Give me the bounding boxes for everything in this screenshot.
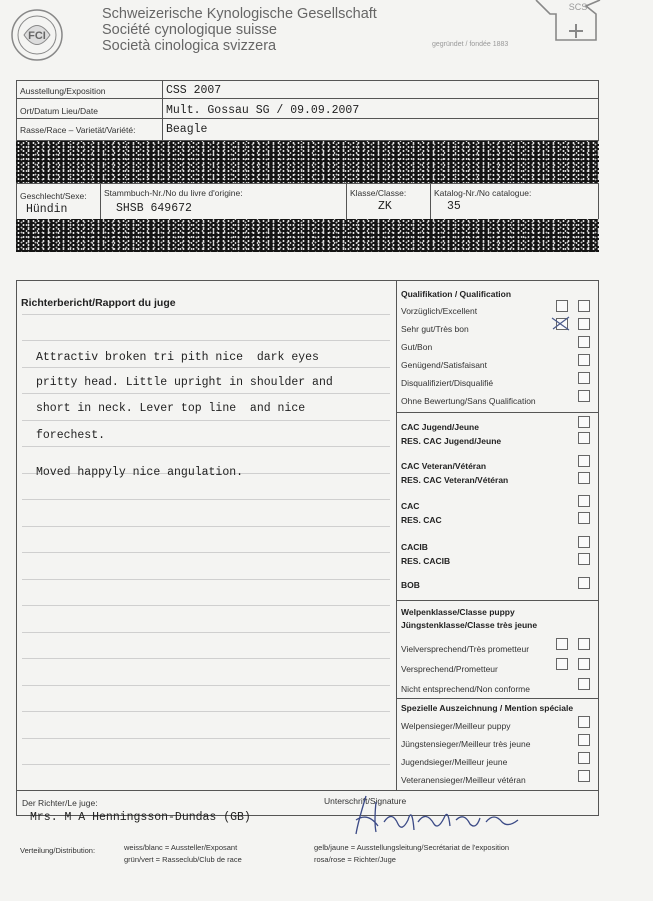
qualification-item: Ohne Bewertung/Sans Qualification <box>401 396 536 406</box>
very-good-right-checkbox[interactable] <box>578 318 590 330</box>
puppy-item: Nicht entsprechend/Non conforme <box>401 684 530 694</box>
baby-class-title: Jüngstenklasse/Classe très jeune <box>401 620 538 630</box>
excellent-right-checkbox[interactable] <box>578 300 590 312</box>
studbook-value: SHSB 649672 <box>116 202 192 215</box>
scs-logo-text: SCS <box>568 2 588 12</box>
breed-label: Rasse/Race – Varietät/Variété: <box>20 125 136 135</box>
place-date-label: Ort/Datum Lieu/Date <box>20 106 98 116</box>
award-res-cac-veteran: RES. CAC Veteran/Vétéran <box>401 475 509 485</box>
best-veteran-checkbox[interactable] <box>578 770 590 782</box>
res-cacib-checkbox[interactable] <box>578 553 590 565</box>
catalog-value: 35 <box>447 200 461 213</box>
very-good-left-checkbox[interactable] <box>556 318 568 330</box>
studbook-label: Stammbuch-Nr./No du livre d'origine: <box>104 188 243 198</box>
breed-value: Beagle <box>166 123 208 136</box>
org-name-fr: Société cynologique suisse <box>102 22 277 38</box>
good-checkbox[interactable] <box>578 336 590 348</box>
judge-name: Mrs. M A Henningsson-Dundas (GB) <box>30 811 251 824</box>
fci-logo <box>10 8 64 62</box>
report-line: Attractiv broken tri pith nice dark eyes <box>36 351 319 364</box>
judge-label: Der Richter/Le juge: <box>22 798 98 808</box>
distribution-green: grün/vert = Rasseclub/Club de race <box>124 855 242 864</box>
class-value: ZK <box>378 200 392 213</box>
distribution-white: weiss/blanc = Aussteller/Exposant <box>124 843 238 852</box>
checkmark-x-icon <box>554 317 566 329</box>
qualification-item: Disqualifiziert/Disqualifié <box>401 378 494 388</box>
sex-value: Hündin <box>26 203 68 216</box>
award-cac: CAC <box>401 501 420 511</box>
signature-label: Unterschrift/Signature <box>324 796 407 806</box>
place-date-value: Mult. Gossau SG / 09.09.2007 <box>166 104 360 117</box>
puppy-item: Versprechend/Prometteur <box>401 664 498 674</box>
excellent-left-checkbox[interactable] <box>556 300 568 312</box>
award-res-cacib: RES. CACIB <box>401 556 451 566</box>
cacib-checkbox[interactable] <box>578 536 590 548</box>
report-line: short in neck. Lever top line and nice <box>36 402 306 415</box>
special-item: Welpensieger/Meilleur puppy <box>401 721 511 731</box>
puppy-class-title: Welpenklasse/Classe puppy <box>401 607 515 617</box>
puppy-item: Vielversprechend/Très prometteur <box>401 644 530 654</box>
award-cac-veteran: CAC Veteran/Vétéran <box>401 461 487 471</box>
qualification-item: Vorzüglich/Excellent <box>401 306 478 316</box>
class-label: Klasse/Classe: <box>350 188 407 198</box>
special-item: Veteranensieger/Meilleur vétéran <box>401 775 526 785</box>
org-name-de: Schweizerische Kynologische Gesellschaft <box>102 6 377 22</box>
award-res-cac-jeune: RES. CAC Jugend/Jeune <box>401 436 502 446</box>
distribution-label: Verteilung/Distribution: <box>20 846 96 855</box>
report-title: Richterbericht/Rapport du juge <box>21 297 176 309</box>
sex-label: Geschlecht/Sexe: <box>20 191 87 201</box>
report-line: forechest. <box>36 429 106 442</box>
scs-logo <box>534 0 604 52</box>
cac-jeune-checkbox[interactable] <box>578 416 590 428</box>
res-cac-checkbox[interactable] <box>578 512 590 524</box>
founded-note: gegründet / fondée 1883 <box>432 41 509 48</box>
special-item: Jüngstensieger/Meilleur très jeune <box>401 739 531 749</box>
best-puppy-checkbox[interactable] <box>578 716 590 728</box>
org-name-it: Società cinologica svizzera <box>102 38 277 54</box>
special-item: Jugendsieger/Meilleur jeune <box>401 757 508 767</box>
redacted-breeder-band <box>16 219 599 252</box>
report-line: pritty head. Little upright in shoulder and <box>36 376 333 389</box>
satisfactory-checkbox[interactable] <box>578 354 590 366</box>
qualification-title: Qualifikation / Qualification <box>401 289 512 299</box>
distribution-pink: rosa/rose = Richter/Juge <box>314 855 396 864</box>
not-conform-checkbox[interactable] <box>578 678 590 690</box>
catalog-label: Katalog-Nr./No catalogue: <box>434 188 532 198</box>
exhibition-label: Ausstellung/Exposition <box>20 86 106 96</box>
very-promising-left-checkbox[interactable] <box>556 638 568 650</box>
judge-signature <box>352 792 528 840</box>
award-res-cac: RES. CAC <box>401 515 442 525</box>
very-promising-right-checkbox[interactable] <box>578 638 590 650</box>
disqualified-checkbox[interactable] <box>578 372 590 384</box>
promising-right-checkbox[interactable] <box>578 658 590 670</box>
no-qualification-checkbox[interactable] <box>578 390 590 402</box>
redacted-owner-band <box>16 141 599 183</box>
bob-checkbox[interactable] <box>578 577 590 589</box>
distribution-yellow: gelb/jaune = Ausstellungsleitung/Secrétariat de l'exposition <box>314 843 510 852</box>
qualification-item: Gut/Bon <box>401 342 433 352</box>
res-cac-veteran-checkbox[interactable] <box>578 472 590 484</box>
cac-veteran-checkbox[interactable] <box>578 455 590 467</box>
award-cac-jeune: CAC Jugend/Jeune <box>401 422 479 432</box>
exhibition-value: CSS 2007 <box>166 84 222 97</box>
best-baby-checkbox[interactable] <box>578 734 590 746</box>
qualification-item: Genügend/Satisfaisant <box>401 360 488 370</box>
special-mention-title: Spezielle Auszeichnung / Mention spéciale <box>401 703 574 713</box>
best-junior-checkbox[interactable] <box>578 752 590 764</box>
award-bob: BOB <box>401 580 420 590</box>
cac-checkbox[interactable] <box>578 495 590 507</box>
award-cacib: CACIB <box>401 542 428 552</box>
res-cac-jeune-checkbox[interactable] <box>578 432 590 444</box>
fci-logo-text: FCI <box>28 30 46 42</box>
promising-left-checkbox[interactable] <box>556 658 568 670</box>
report-line: Moved happyly nice angulation. <box>36 466 244 479</box>
qualification-item: Sehr gut/Très bon <box>401 324 469 334</box>
